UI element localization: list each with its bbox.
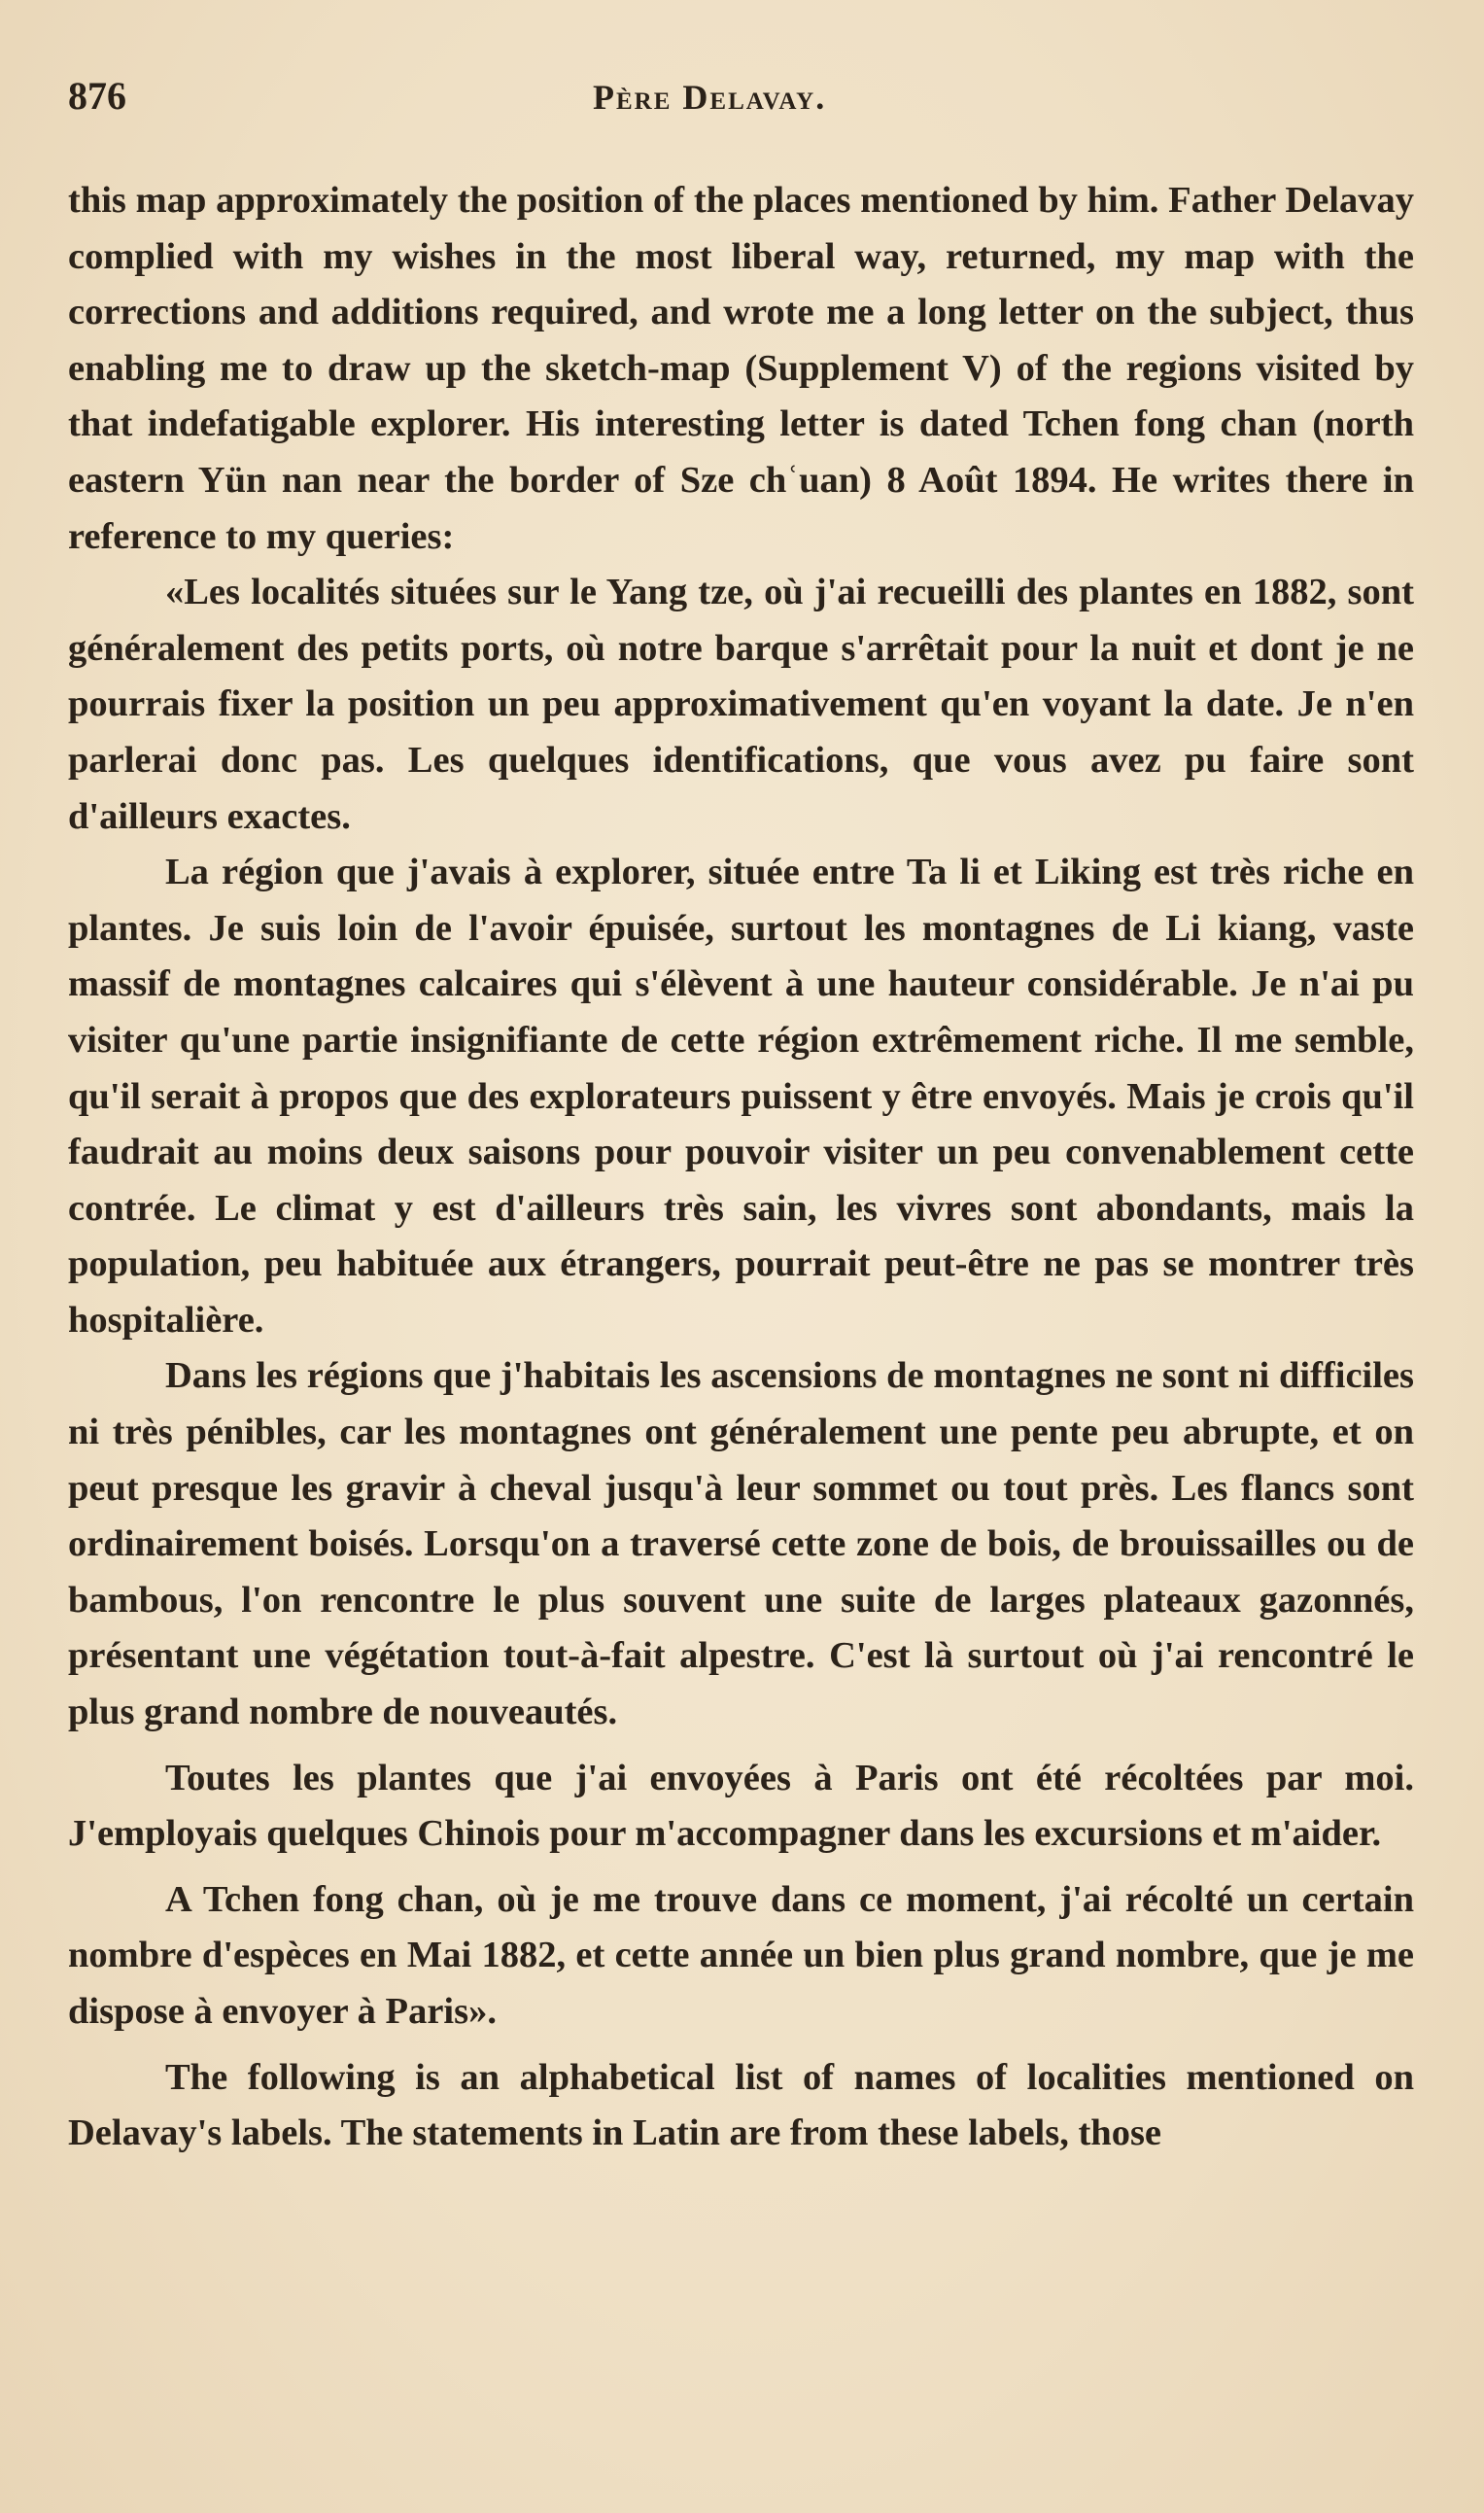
- paragraph: this map approximately the position of the places mentioned by him. Father Delavay complied with my wishes in the most liberal way, returned, my map with the corrections and additions required, and wrote me a long letter on the subject, thus enabling me to draw up the sketch-map (Supplement V) of the regions visited by that indefatigable explorer. His interesting letter is dated Tchen fong chan (north eastern Yün nan near the border of Sze chʿuan) 8 Août 1894. He writes there in reference to my queries:: [68, 180, 1414, 557]
- paragraph: Dans les régions que j'habitais les ascensions de montagnes ne sont ni difficiles ni très pénibles, car les montagnes ont généralement une pente peu abrupte, et on peut presque les gravir à cheval jusqu'à leur sommet ou tout près. Les flancs sont ordinairement boisés. Lorsqu'on a traversé cette zone de bois, de brouissailles ou de bambous, l'on rencontre le plus souvent une suite de larges plateaux gazonnés, présentant une végétation tout-à-fait alpestre. C'est là surtout où j'ai rencontré le plus grand nombre de nouveautés.: [68, 1355, 1414, 1733]
- paragraph: A Tchen fong chan, où je me trouve dans ce moment, j'ai récolté un certain nombre d'espèces en Mai 1882, et cette année un bien plus grand nombre, que je me dispose à envoyer à Paris».: [68, 1878, 1414, 2032]
- body-text: [68, 173, 1414, 2162]
- paragraph: The following is an alphabetical list of names of localities mentioned on Delavay's labels. The statements in Latin are from these labels, those: [68, 2056, 1414, 2154]
- running-head: Père Delavay.: [593, 78, 827, 117]
- paragraph: Toutes les plantes que j'ai envoyées à Paris ont été récoltées par moi. J'employais quelques Chinois pour m'accompagner dans les excursions et m'aider.: [68, 1757, 1414, 1855]
- paragraph: «Les localités situées sur le Yang tze, où j'ai recueilli des plantes en 1882, sont généralement des petits ports, où notre barque s'arrêtait pour la nuit et dont je ne pourrais fixer la position un peu approximativement qu'en voyant la date. Je n'en parlerai donc pas. Les quelques identifications, que vous avez pu faire sont d'ailleurs exactes.: [68, 572, 1414, 837]
- page-header: [68, 73, 1419, 131]
- page-number: 876: [68, 74, 126, 118]
- paragraph: La région que j'avais à explorer, située entre Ta li et Liking est très riche en plantes. Je suis loin de l'avoir épuisée, surtout les montagnes de Li kiang, vaste massif de montagnes calcaires qui s'élèvent à une hauteur considérable. Je n'ai pu visiter qu'une partie insignifiante de cette région extrêmement riche. Il me semble, qu'il serait à propos que des explorateurs puissent y être envoyés. Mais je crois qu'il faudrait au moins deux saisons pour pouvoir visiter un peu convenablement cette contrée. Le climat y est d'ailleurs très sain, les vivres sont abondants, mais la population, peu habituée aux étrangers, pourrait peut-être ne pas se montrer très hospitalière.: [68, 852, 1414, 1341]
